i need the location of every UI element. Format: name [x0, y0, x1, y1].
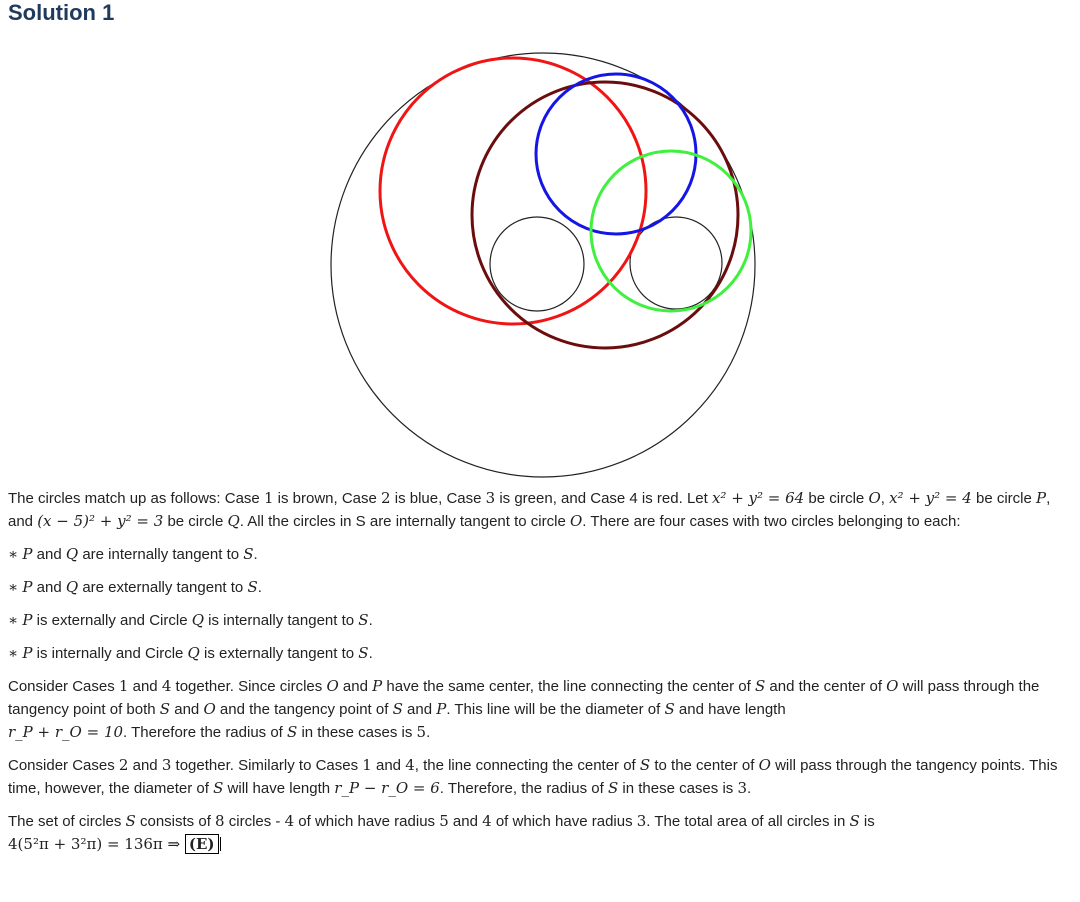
- paragraph-cases-2-3: Consider Cases 2 and 3 together. Similarly to Cases 1 and 4, the line connecting the center of S to the center of O will pass through the tangency points. This time, however, the diameter of S will have length r_P − r_O = 6. Therefore, the radius of S in these cases is 3.: [8, 756, 1058, 797]
- answer-bar: [220, 837, 221, 851]
- circle-o-outer: [331, 53, 755, 477]
- equation-circle-q: (x − 5)² + y² = 3: [37, 512, 164, 530]
- solution-heading: Solution 1: [8, 0, 115, 25]
- case-item: ∗ P is internally and Circle Q is externally tangent to S.: [8, 644, 373, 662]
- solution-text: [8, 487, 1076, 856]
- case-item: ∗ P and Q are externally tangent to S.: [8, 578, 262, 596]
- equation-total-area: 4(5²π + 3²π) = 136π ⇒: [8, 835, 185, 853]
- answer-box: (E): [185, 834, 219, 854]
- equation-circle-p: x² + y² = 4: [889, 489, 972, 507]
- blue-circle-case-2: [536, 74, 696, 234]
- equation-sum-radii: r_P + r_O = 10: [8, 723, 124, 741]
- case-item: ∗ P and Q are internally tangent to S.: [8, 545, 258, 563]
- equation-diff-radii: r_P − r_O = 6: [334, 779, 440, 797]
- red-circle-case-4: [380, 58, 646, 324]
- paragraph-intro: The circles match up as follows: Case 1 is brown, Case 2 is blue, Case 3 is green, and Case 4 is red. Let x² + y² = 64 be circle O, x² + y² = 4 be circle P, and (x − 5)² + y² = 3 be circle Q. All the circles in S are internally tangent to circle O. There are four cases with two circles belonging to each:: [8, 489, 1051, 530]
- equation-circle-o: x² + y² = 64: [711, 489, 805, 507]
- small-circle-right: [630, 217, 722, 309]
- paragraph-cases-1-4: Consider Cases 1 and 4 together. Since circles O and P have the same center, the line connecting the center of S and the center of O will pass through the tangency point of both S and O and the tangency point of S and P. This line will be the diameter of S and have length r_P + r_O = 10. Therefore the radius of S in these cases is 5.: [8, 677, 1040, 741]
- paragraph-conclusion: The set of circles S consists of 8 circles - 4 of which have radius 5 and 4 of which have radius 3. The total area of all circles in S is 4(5²π + 3²π) = 136π ⇒ (E): [8, 812, 875, 853]
- brown-circle-case-1: [472, 82, 738, 348]
- case-item: ∗ P is externally and Circle Q is internally tangent to S.: [8, 611, 373, 629]
- small-circle-left: [490, 217, 584, 311]
- green-circle-case-3: [591, 151, 751, 311]
